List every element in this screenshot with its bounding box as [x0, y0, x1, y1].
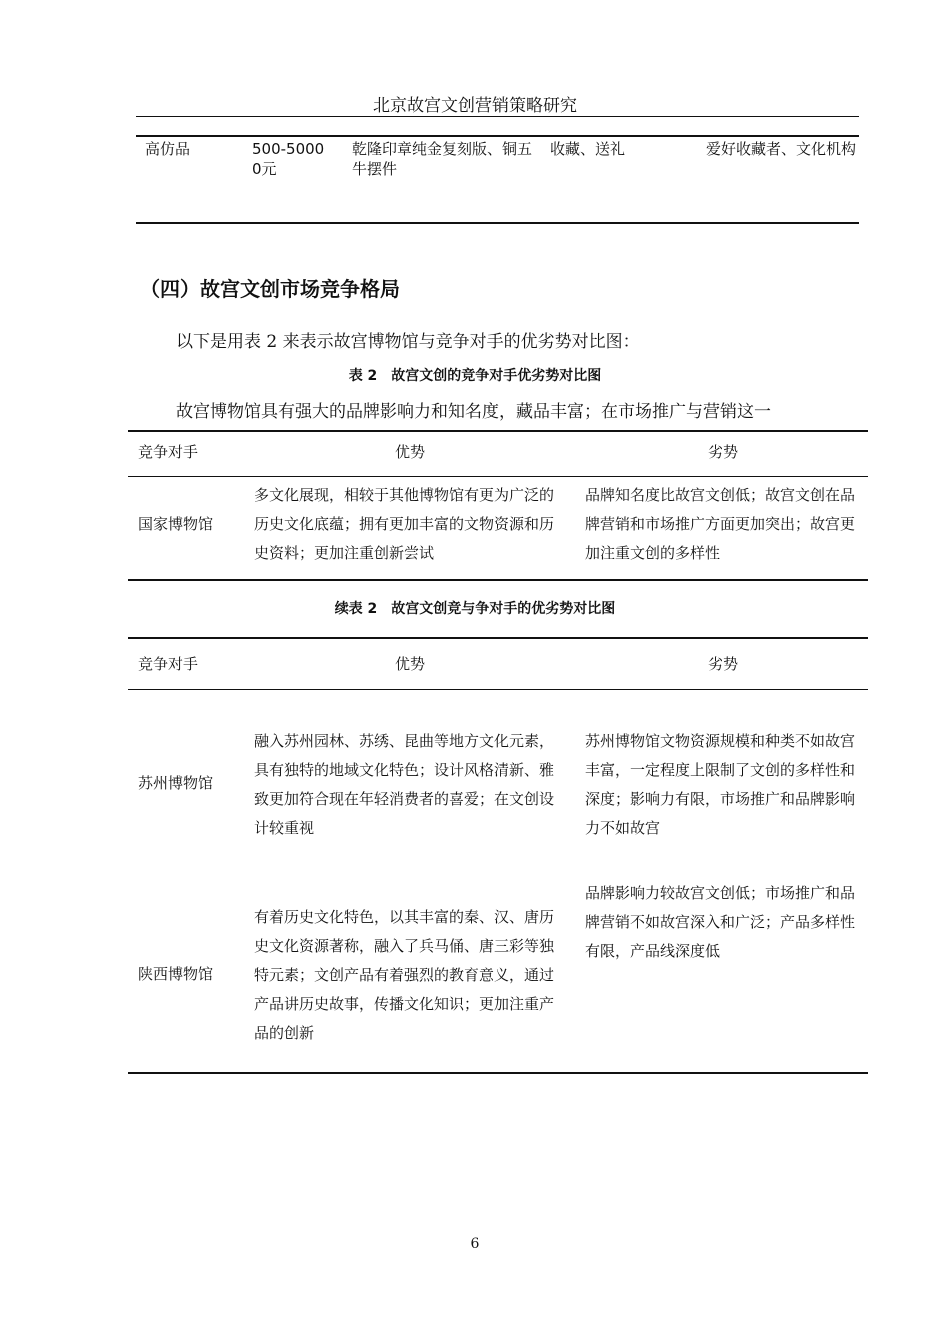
table2-cont-header-advantage: 优势 [394, 655, 425, 673]
table2-cont-row1-advantage: 融入苏州园林、苏绣、昆曲等地方文化元素，具有独特的地域文化特色；设计风格清新、雅致更加符合现在年轻消费者的喜爱；在文创设计较重视 [254, 732, 555, 837]
table2-cont-bottom-rule [128, 1072, 868, 1074]
table2-cont-header-rule [128, 689, 868, 690]
table2-cont-header-disadvantage: 劣势 [707, 655, 738, 673]
prev-table-top-rule [136, 135, 859, 137]
table2-header-advantage: 优势 [394, 443, 425, 461]
table2-header-competitor: 竞争对手 [138, 443, 199, 461]
table2-caption: 表 2 故宫文创的竞争对手优劣势对比图 [348, 368, 602, 384]
prev-table-bottom-rule [136, 222, 859, 224]
table2-cont-row1-disadvantage: 苏州博物馆文物资源规模和种类不如故宫丰富，一定程度上限制了文创的多样性和深度；影响力有限，市场推广和品牌影响力不如故宫 [585, 732, 856, 837]
intro-paragraph: 以下是用表 2 来表示故宫博物馆与竞争对手的优劣势对比图： [176, 332, 640, 352]
prev-row-use: 收藏、送礼 [550, 140, 626, 158]
table2-header-rule [128, 476, 868, 477]
table2-row1-advantage: 多文化展现，相较于其他博物馆有更为广泛的历史文化底蕴；拥有更加丰富的文物资源和历史资料；更加注重创新尝试 [254, 486, 555, 562]
table2-row1-competitor: 国家博物馆 [138, 515, 214, 533]
page-number: 6 [470, 1236, 480, 1252]
prev-row-products: 乾隆印章纯金复刻版、铜五牛摆件 [352, 140, 533, 178]
table2-top-rule [128, 430, 868, 432]
table2-cont-caption: 续表 2 故宫文创竞与争对手的优劣势对比图 [334, 601, 616, 617]
table2-row1-disadvantage: 品牌知名度比故宫文创低；故宫文创在品牌营销和市场推广方面更加突出；故宫更加注重文创的多样性 [585, 486, 856, 562]
prev-row-audience: 爱好收藏者、文化机构 [706, 140, 857, 158]
table2-cont-row2-competitor: 陕西博物馆 [138, 965, 214, 983]
table2-cont-top-rule [128, 637, 868, 639]
table2-lead-paragraph: 故宫博物馆具有强大的品牌影响力和知名度，藏品丰富；在市场推广与营销这一 [176, 402, 771, 422]
header-rule [136, 116, 859, 117]
prev-row-category: 高仿品 [145, 140, 191, 158]
table2-header-disadvantage: 劣势 [707, 443, 738, 461]
table2-cont-row2-disadvantage: 品牌影响力较故宫文创低；市场推广和品牌营销不如故宫深入和广泛；产品多样性有限，产品线深度低 [585, 884, 856, 960]
prev-row-price: 500-50000元 [252, 140, 325, 178]
section-heading: （四）故宫文创市场竞争格局 [140, 277, 400, 301]
table2-cont-row1-competitor: 苏州博物馆 [138, 774, 214, 792]
table2-cont-row2-advantage: 有着历史文化特色，以其丰富的秦、汉、唐历史文化资源著称，融入了兵马俑、唐三彩等独特元素；文创产品有着强烈的教育意义，通过产品讲历史故事，传播文化知识；更加注重产品的创新 [254, 908, 555, 1042]
table2-cont-header-competitor: 竞争对手 [138, 655, 199, 673]
table2-bottom-rule [128, 579, 868, 581]
running-header-title: 北京故宫文创营销策略研究 [373, 96, 577, 116]
